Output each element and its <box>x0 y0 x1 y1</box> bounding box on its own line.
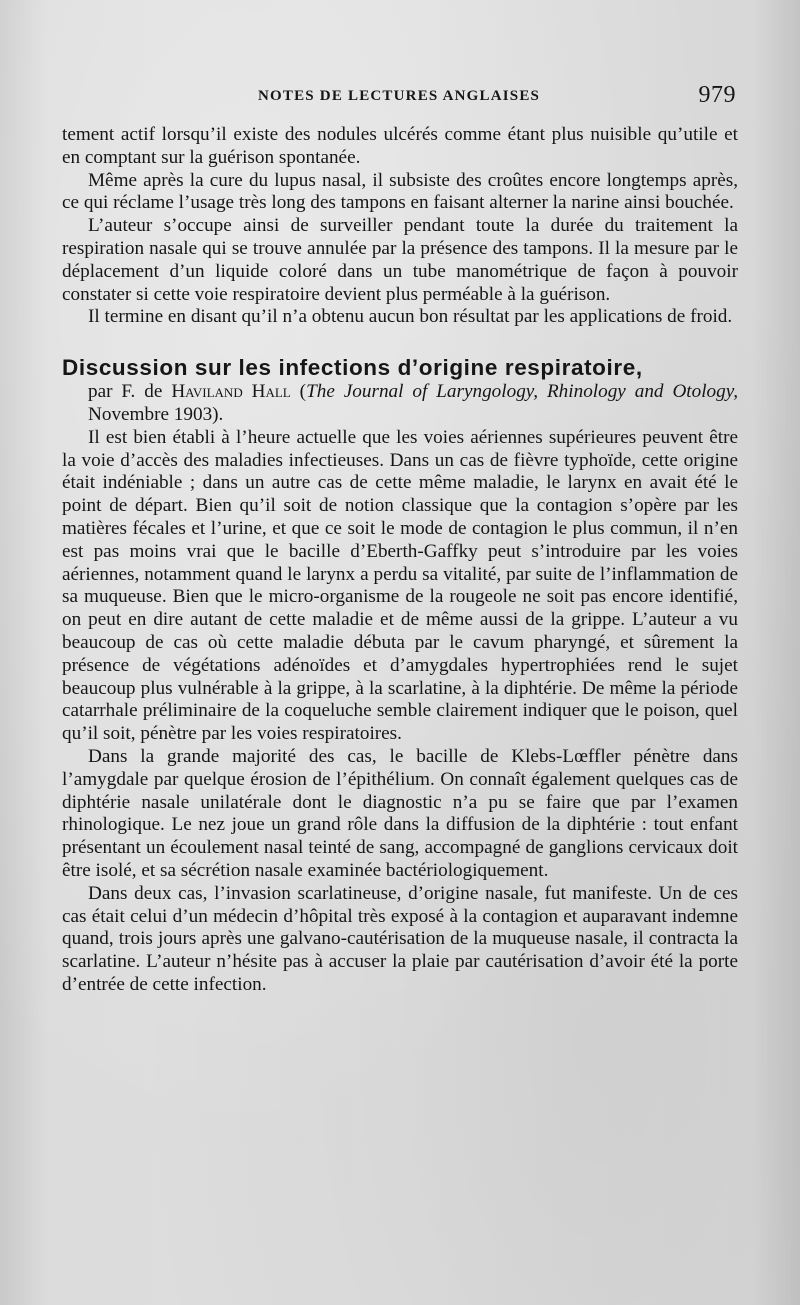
paragraph: L’auteur s’occupe ainsi de surveiller pendant toute la durée du traitement la respiration nasale qui se trouve annulée par la présence des tampons. Il la mesure par le déplacement d’un liquide coloré dans un tube manométrique de façon à pouvoir constater si cette voie respiratoire devient plus perméable à la guérison. <box>62 215 738 305</box>
page-number: 979 <box>698 82 736 108</box>
paragraph: Il est bien établi à l’heure actuelle que les voies aériennes supérieures peuvent être la voie d’accès des maladies infectieuses. Dans un cas de fièvre typhoïde, cette origine était indéniable ; dans un autre cas de cette même maladie, le larynx en avait été le point de départ. Bien qu’il soit de notion classique que la contagion s’opère par les matières fécales et l’urine, et que ce soit le mode de contagion le plus commun, il n’en est pas moins vrai que le bacille d’Eberth-Gaffky peut s’introduire par les voies aériennes, notamment quand le larynx a perdu sa vitalité, par suite de l’inflammation de sa muqueuse. Bien que le micro-organisme de la rougeole ne soit pas encore identifié, on peut en dire autant de cette maladie et de même aussi de la grippe. L’auteur a vu beaucoup de cas où cette maladie débuta par le cavum pharyngé, et sûrement la présence de végétations adénoïdes et d’amygdales hypertrophiées rend le sujet beaucoup plus vulnérable à la grippe, à la scarlatine, à la diphtérie. De même la période catarrhale préliminaire de la coqueluche semble clairement indiquer que le poison, quel qu’il soit, pénètre par les voies respiratoires. <box>62 426 738 745</box>
body-text <box>62 124 738 997</box>
section-byline <box>62 381 738 427</box>
paragraph: Dans la grande majorité des cas, le bacille de Klebs-Lœffler pénètre dans l’amygdale par quelque érosion de l’épithélium. On connaît également quelques cas de diphtérie nasale unilatérale dont le diagnostic n’a pu se faire que par l’examen rhinologique. Le nez joue un grand rôle dans la diffusion de la diphtérie : tout enfant présentant un écoulement nasal teinté de sang, accompagné de ganglions cervicaux doit être isolé, et sa sécrétion nasale examinée bactériologiquement. <box>62 745 738 881</box>
section-spacer <box>62 329 738 355</box>
paragraph: Dans deux cas, l’invasion scarlatineuse, d’origine nasale, fut manifeste. Un de ces cas était celui d’un médecin d’hôpital très exposé à la contagion et auparavant indemne quand, trois jours après une galvano-cautérisation de la muqueuse nasale, il contracta la scarlatine. L’auteur n’hésite pas à accuser la plaie par cautérisation d’avoir été la porte d’entrée de cette infection. <box>62 882 738 995</box>
byline-open: ( <box>290 381 307 403</box>
page-header <box>62 82 742 114</box>
paragraph-continued: tement actif lorsqu’il existe des nodules ulcérés comme étant plus nuisible qu’utile et en comptant sur la guérison spontanée. <box>62 124 738 168</box>
running-head: NOTES DE LECTURES ANGLAISES <box>258 88 541 104</box>
paragraph: Même après la cure du lupus nasal, il subsiste des croûtes encore longtemps après, ce qui réclame l’usage très long des tampons en faisant alterner la narine ainsi bouchée. <box>62 169 738 214</box>
section-title: Discussion sur les infections d’origine respiratoire, <box>62 355 643 381</box>
paragraph: Il termine en disant qu’il n’a obtenu aucun bon résultat par les applications de froid. <box>88 306 733 328</box>
author-name: Haviland Hall <box>171 381 291 403</box>
byline-prefix: par F. de <box>88 381 172 403</box>
journal-title: The Journal of Laryngology, Rhinology and Otology, <box>306 381 738 403</box>
byline-date: Novembre 1903). <box>88 403 224 425</box>
